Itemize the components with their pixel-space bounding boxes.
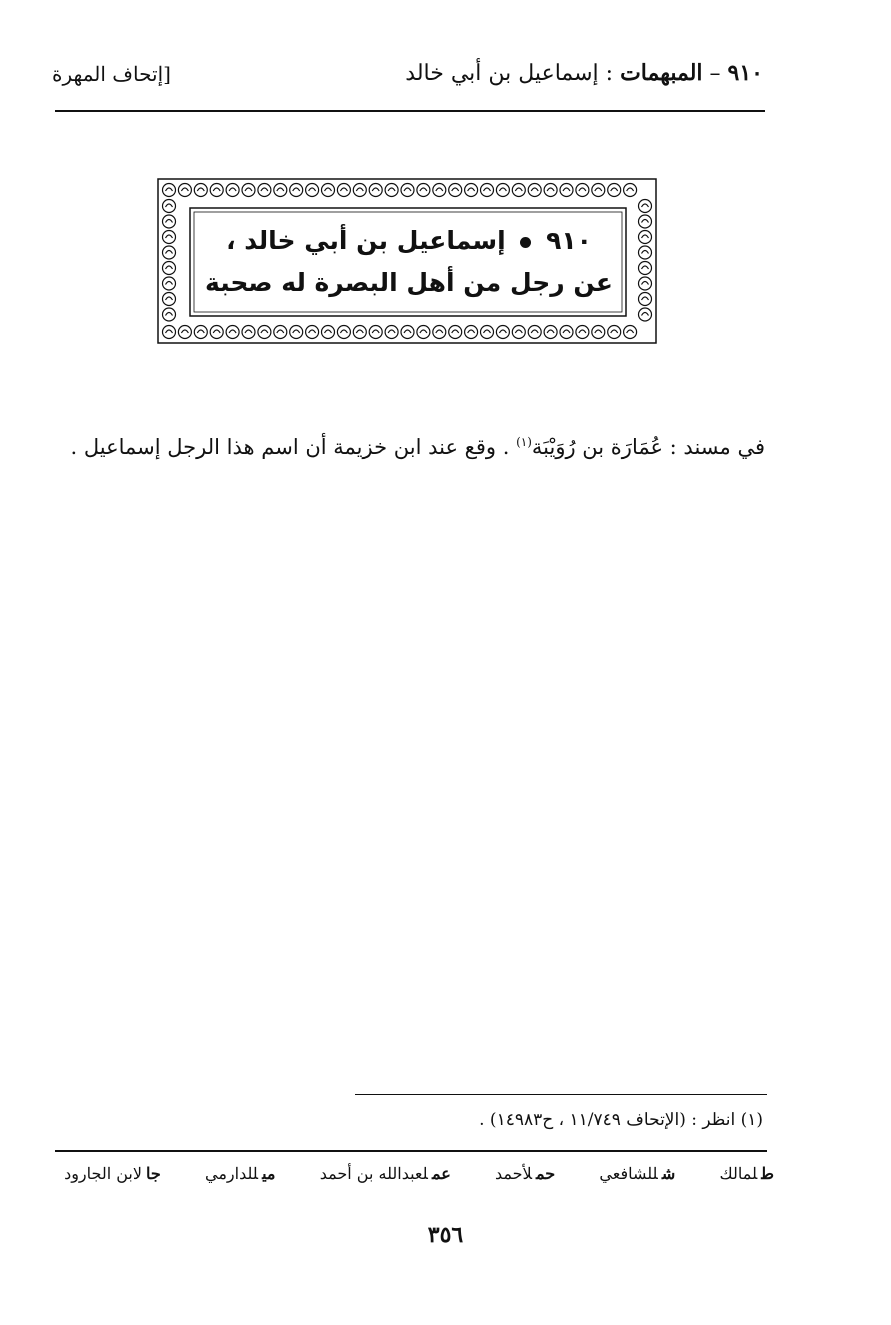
ornament-mark xyxy=(592,184,605,197)
ornament-mark xyxy=(639,308,652,321)
ornament-mark xyxy=(306,326,319,339)
ornament-leaf xyxy=(309,330,316,333)
ornament-leaf xyxy=(293,330,300,333)
footnote-rule xyxy=(355,1094,767,1095)
ornament-leaf xyxy=(642,297,649,300)
ornament-mark xyxy=(163,184,176,197)
ornament-mark xyxy=(528,184,541,197)
ornament-mark xyxy=(163,215,176,228)
ornament-mark xyxy=(385,326,398,339)
ornament-mark xyxy=(178,326,191,339)
ornament-leaf xyxy=(388,330,395,333)
ornament-leaf xyxy=(166,220,173,223)
ornament-mark xyxy=(417,184,430,197)
ornament-mark xyxy=(544,184,557,197)
ornament-leaf xyxy=(325,330,332,333)
ornament-leaf xyxy=(356,188,363,191)
ornament-leaf xyxy=(563,330,570,333)
ornament-leaf xyxy=(484,330,491,333)
ornament-leaf xyxy=(229,330,236,333)
entry-title xyxy=(191,208,627,316)
footnote-ref[interactable]: (١) xyxy=(516,435,532,449)
header-section: المبهمات xyxy=(620,60,703,86)
ornament-leaf xyxy=(340,330,347,333)
ornament-mark xyxy=(576,326,589,339)
ornament-mark xyxy=(560,326,573,339)
ornament-leaf xyxy=(515,188,522,191)
ornament-mark xyxy=(369,184,382,197)
ornament-leaf xyxy=(166,313,173,316)
ornament-mark xyxy=(226,326,239,339)
ornament-mark xyxy=(163,308,176,321)
ornament-mark xyxy=(496,184,509,197)
ornament-leaf xyxy=(166,251,173,254)
ornament-leaf xyxy=(531,330,538,333)
ornament-mark xyxy=(163,200,176,213)
ornament-leaf xyxy=(388,188,395,191)
ornament-mark xyxy=(512,326,525,339)
ornament-leaf xyxy=(642,220,649,223)
body-paragraph xyxy=(55,420,765,469)
ornament-mark xyxy=(194,326,207,339)
ornament-mark xyxy=(337,184,350,197)
footer-rule xyxy=(55,1150,767,1152)
ornament-leaf xyxy=(261,188,268,191)
ornament-mark xyxy=(322,326,335,339)
ornament-mark xyxy=(639,231,652,244)
ornament-mark xyxy=(242,184,255,197)
ornament-leaf xyxy=(340,188,347,191)
ornament-leaf xyxy=(642,235,649,238)
ornament-leaf xyxy=(166,266,173,269)
ornament-mark xyxy=(322,184,335,197)
ornament-leaf xyxy=(436,330,443,333)
ornament-mark xyxy=(481,184,494,197)
ornament-leaf xyxy=(166,235,173,238)
ornament-leaf xyxy=(197,330,204,333)
ornament-mark xyxy=(163,293,176,306)
ornament-mark xyxy=(226,184,239,197)
ornament-mark xyxy=(163,246,176,259)
header-rule xyxy=(55,110,765,112)
ornament-leaf xyxy=(420,188,427,191)
ornament-mark xyxy=(306,184,319,197)
title-line-2: عن رجل من أهل البصرة له صحبة xyxy=(205,268,613,297)
ornament-leaf xyxy=(627,330,634,333)
ornament-mark xyxy=(639,200,652,213)
abbr-item: عملعبدالله بن أحمد xyxy=(319,1164,451,1183)
ornament-mark xyxy=(385,184,398,197)
ornament-mark xyxy=(639,246,652,259)
ornament-leaf xyxy=(166,188,173,191)
ornament-leaf xyxy=(547,188,554,191)
bullet-icon xyxy=(520,237,531,248)
header-colon: : xyxy=(605,61,614,86)
ornament-mark xyxy=(481,326,494,339)
running-header xyxy=(405,60,763,86)
ornament-leaf xyxy=(166,297,173,300)
ornament-mark xyxy=(639,215,652,228)
ornament-leaf xyxy=(579,188,586,191)
ornament-mark xyxy=(560,184,573,197)
body-text-2: . وقع عند ابن خزيمة أن اسم هذا الرجل إسماعيل . xyxy=(70,435,517,459)
ornament-mark xyxy=(290,326,303,339)
ornament-mark xyxy=(576,184,589,197)
ornament-mark xyxy=(512,184,525,197)
ornament-leaf xyxy=(197,188,204,191)
ornament-mark xyxy=(624,326,637,339)
ornament-leaf xyxy=(261,330,268,333)
ornament-mark xyxy=(163,277,176,290)
ornament-leaf xyxy=(627,188,634,191)
ornament-mark xyxy=(178,184,191,197)
ornament-leaf xyxy=(245,330,252,333)
ornament-leaf xyxy=(293,188,300,191)
ornament-mark xyxy=(528,326,541,339)
ornament-mark xyxy=(465,326,478,339)
ornament-leaf xyxy=(436,188,443,191)
ornament-mark xyxy=(465,184,478,197)
ornament-mark xyxy=(449,326,462,339)
footnote: (١) انظر : (الإتحاف ١١/٧٤٩ ، ح١٤٩٨٣) . xyxy=(479,1110,763,1130)
ornament-leaf xyxy=(611,188,618,191)
header-subject: إسماعيل بن أبي خالد xyxy=(405,61,599,86)
ornament-leaf xyxy=(611,330,618,333)
abbr-item: حملأحمد xyxy=(494,1164,556,1183)
ornament-leaf xyxy=(245,188,252,191)
title-name: إسماعيل بن أبي خالد ، xyxy=(226,226,506,255)
ornament-mark xyxy=(274,326,287,339)
ornament-mark xyxy=(163,262,176,275)
ornament-mark xyxy=(449,184,462,197)
ornament-mark xyxy=(258,326,271,339)
ornament-mark xyxy=(624,184,637,197)
abbreviations-legend xyxy=(64,1164,774,1183)
ornament-leaf xyxy=(642,266,649,269)
ornament-leaf xyxy=(166,330,173,333)
header-book-title: [إتحاف المهرة xyxy=(52,62,171,86)
body-text-1: في مسند : عُمَارَة بن رُوَيْبَة xyxy=(531,435,765,459)
ornament-mark xyxy=(163,231,176,244)
ornament-leaf xyxy=(277,330,284,333)
ornament-leaf xyxy=(181,330,188,333)
ornament-mark xyxy=(210,184,223,197)
ornament-mark xyxy=(433,184,446,197)
ornament-leaf xyxy=(642,251,649,254)
ornament-mark xyxy=(353,184,366,197)
ornament-mark xyxy=(592,326,605,339)
ornament-mark xyxy=(639,262,652,275)
abbr-item: طلمالك xyxy=(719,1164,774,1183)
ornament-leaf xyxy=(595,188,602,191)
abbr-item: شللشافعي xyxy=(599,1164,676,1183)
ornament-leaf xyxy=(468,188,475,191)
ornament-leaf xyxy=(579,330,586,333)
ornament-leaf xyxy=(595,330,602,333)
ornament-mark xyxy=(258,184,271,197)
ornament-leaf xyxy=(372,330,379,333)
ornament-leaf xyxy=(229,188,236,191)
ornament-leaf xyxy=(563,188,570,191)
ornament-mark xyxy=(401,184,414,197)
ornament-leaf xyxy=(484,188,491,191)
ornament-leaf xyxy=(531,188,538,191)
ornament-mark xyxy=(608,326,621,339)
ornament-mark xyxy=(337,326,350,339)
ornament-mark xyxy=(369,326,382,339)
ornament-leaf xyxy=(515,330,522,333)
ornament-leaf xyxy=(325,188,332,191)
ornament-mark xyxy=(639,277,652,290)
ornament-leaf xyxy=(166,204,173,207)
ornament-mark xyxy=(401,326,414,339)
ornament-leaf xyxy=(404,188,411,191)
header-dash: – xyxy=(709,61,721,86)
abbr-item: جالابن الجارود xyxy=(64,1164,161,1183)
ornament-mark xyxy=(210,326,223,339)
ornament-leaf xyxy=(420,330,427,333)
ornament-leaf xyxy=(181,188,188,191)
ornament-leaf xyxy=(499,330,506,333)
ornament-mark xyxy=(639,293,652,306)
ornament-leaf xyxy=(372,188,379,191)
ornament-leaf xyxy=(277,188,284,191)
ornament-leaf xyxy=(213,330,220,333)
ornament-mark xyxy=(242,326,255,339)
ornament-leaf xyxy=(452,330,459,333)
ornament-mark xyxy=(274,184,287,197)
ornament-leaf xyxy=(642,204,649,207)
ornament-leaf xyxy=(642,313,649,316)
ornament-leaf xyxy=(356,330,363,333)
ornament-leaf xyxy=(642,282,649,285)
ornament-leaf xyxy=(309,188,316,191)
ornament-leaf xyxy=(452,188,459,191)
ornament-mark xyxy=(417,326,430,339)
ornament-mark xyxy=(290,184,303,197)
ornament-leaf xyxy=(499,188,506,191)
ornament-mark xyxy=(353,326,366,339)
ornament-leaf xyxy=(166,282,173,285)
ornament-leaf xyxy=(468,330,475,333)
ornament-leaf xyxy=(404,330,411,333)
ornament-mark xyxy=(608,184,621,197)
ornament-mark xyxy=(544,326,557,339)
abbr-item: ميللدارمي xyxy=(205,1164,276,1183)
page-number: ٣٥٦ xyxy=(427,1222,464,1248)
ornament-leaf xyxy=(547,330,554,333)
ornament-mark xyxy=(433,326,446,339)
ornament-mark xyxy=(496,326,509,339)
ornament-mark xyxy=(194,184,207,197)
title-number: ٩١٠ xyxy=(546,226,592,255)
ornament-mark xyxy=(163,326,176,339)
header-entry-number: ٩١٠ xyxy=(727,60,763,86)
ornament-leaf xyxy=(213,188,220,191)
title-line-1 xyxy=(191,220,627,262)
